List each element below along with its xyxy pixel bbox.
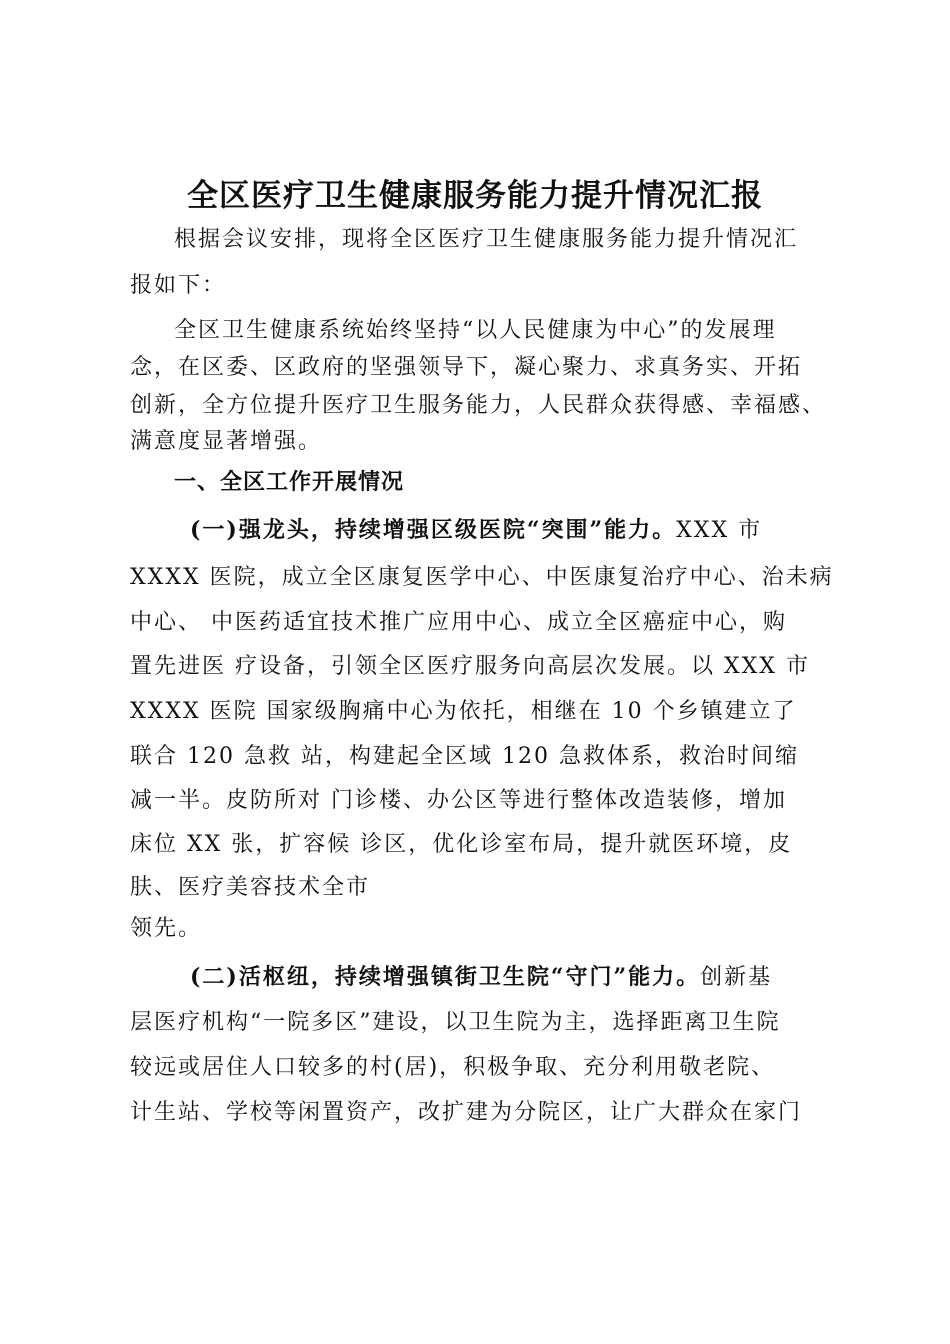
overview-line-1: 全区卫生健康系统始终坚持“以人民健康为中心”的发展理	[174, 318, 777, 343]
sub1-line-6: 联合 120 急救 站，构建起全区域 120 急救体系，救治时间缩	[130, 744, 799, 769]
sub2-line-4: 计生站、学校等闲置资产，改扩建为分院区，让广大群众在家门	[130, 1100, 803, 1125]
overview-line-4: 满意度显著增强。	[130, 429, 323, 454]
sub1-line-1-rest: XXX 市	[676, 518, 763, 543]
sub1-line-4: 置先进医 疗设备，引领全区医疗服务向高层次发展。以 XXX 市	[130, 654, 810, 679]
sub1-lead: (一)强龙头，持续增强区级医院“突围”能力。	[190, 517, 677, 543]
sub1-line-1	[190, 515, 762, 545]
sub1-line-10: 领先。	[130, 916, 203, 941]
intro-line-1: 根据会议安排，现将全区医疗卫生健康服务能力提升情况汇	[174, 227, 799, 252]
sub2-line-3: 较远或居住人口较多的村(居)，积极争取、充分利用敬老院、	[130, 1055, 776, 1080]
intro-line-2: 报如下：	[130, 273, 227, 298]
sub1-line-2: XXXX 医院，成立全区康复医学中心、中医康复治疗中心、治未病	[130, 565, 834, 590]
sub1-line-7: 减一半。皮防所对 门诊楼、办公区等进行整体改造装修，增加	[130, 788, 787, 813]
sub1-line-5: XXXX 医院 国家级胸痛中心为依托，相继在 10 个乡镇建立了	[130, 699, 797, 724]
sub1-line-9: 肤、医疗美容技术全市	[130, 875, 371, 900]
section-heading-1: 一、全区工作开展情况	[174, 470, 405, 495]
sub2-lead: (二)活枢纽，持续增强镇街卫生院“守门”能力。	[190, 964, 701, 990]
overview-line-3: 创新，全方位提升医疗卫生服务能力，人民群众获得感、幸福感、	[130, 393, 827, 418]
sub1-line-8: 床位 XX 张，扩容候 诊区，优化诊室布局，提升就医环境，皮	[130, 832, 793, 857]
sub2-line-2: 层医疗机构“一院多区”建设，以卫生院为主，选择距离卫生院	[130, 1010, 781, 1035]
document-title: 全区医疗卫生健康服务能力提升情况汇报	[187, 178, 763, 214]
sub2-line-1	[190, 962, 772, 992]
overview-line-2: 念，在区委、区政府的坚强领导下，凝心聚力、求真务实、开拓	[130, 355, 803, 380]
sub2-line-1-rest: 创新基	[700, 965, 773, 990]
sub1-line-3: 中心、 中医药适宜技术推广应用中心、成立全区癌症中心，购	[130, 610, 787, 635]
